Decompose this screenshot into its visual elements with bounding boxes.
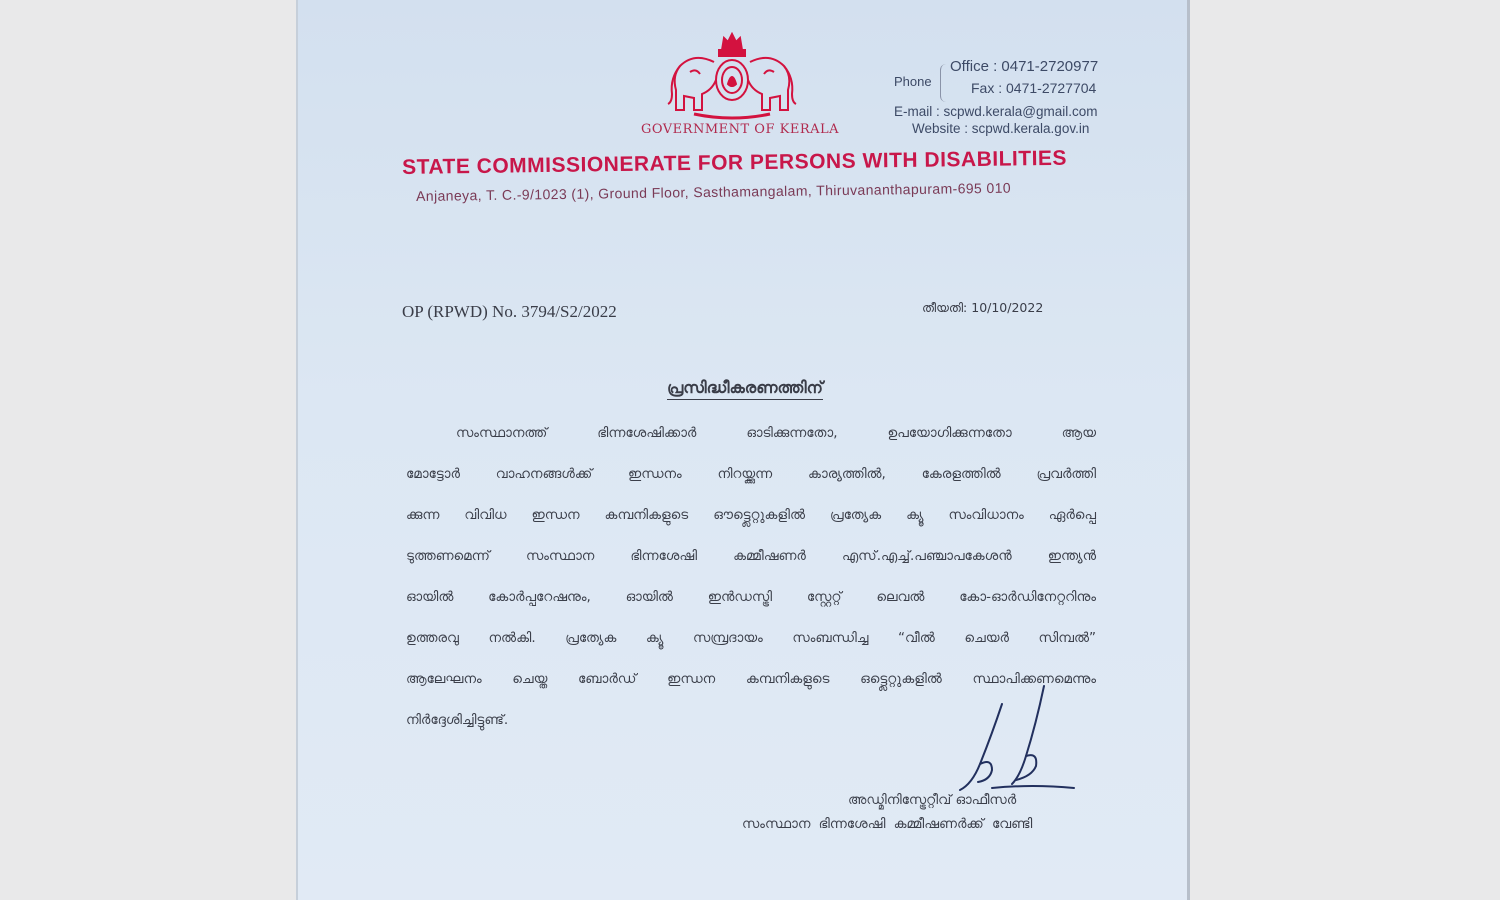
letter-sheet: [296, 0, 1190, 900]
contact-block: [894, 58, 1124, 144]
phone-label: Phone: [894, 74, 932, 89]
organization-title: STATE COMMISSIONERATE FOR PERSONS WITH DISABILITIES: [402, 146, 1068, 179]
brace-divider: [940, 64, 947, 102]
website-address: Website : scpwd.kerala.gov.in: [912, 121, 1090, 136]
body-line: സംസ്ഥാനത്ത് ഭിന്നശേഷിക്കാർ ഓടിക്കുന്നതോ, ഉപയോഗിക്കുന്നതോ ആയ: [456, 425, 1096, 441]
body-line: ആലേഘനം ചെയ്ത ബോർഡ് ഇന്ധന കമ്പനികളുടെ ഒട്ട്ലെറ്റുകളിൽ സ്ഥാപിക്കണമെന്നും: [406, 671, 1096, 687]
body-line: ക്കുന്ന വിവിധ ഇന്ധന കമ്പനികളുടെ ഔട്ട്ലെറ്റുകളിൽ പ്രത്യേക ക്യൂ സംവിധാനം ഏർപ്പെ: [406, 507, 1096, 523]
organization-address: Anjaneya, T. C.-9/1023 (1), Ground Floor, Sasthamangalam, Thiruvananthapuram-695 010: [416, 179, 1012, 204]
handwritten-signature: [952, 684, 1082, 798]
government-label: GOVERNMENT OF KERALA: [640, 122, 840, 137]
signatory-on-behalf: സംസ്ഥാന ഭിന്നശേഷി കമ്മീഷണർക്ക് വേണ്ടി: [742, 816, 1033, 832]
letter-date: തീയതി: 10/10/2022: [922, 300, 1044, 315]
signatory-designation: അഡ്മിനിസ്ട്രേറ്റീവ് ഓഫീസർ: [848, 792, 1017, 808]
body-line: ഓയിൽ കോർപ്പറേഷനും, ഓയിൽ ഇൻഡസ്ട്രി സ്റ്റേറ്റ് ലെവൽ കോ-ഓർഡിനേറ്ററിനും: [406, 589, 1096, 605]
kerala-emblem-icon: [664, 32, 800, 122]
email-address: E-mail : scpwd.kerala@gmail.com: [894, 104, 1098, 119]
heading-text: പ്രസിദ്ധീകരണത്തിന്: [667, 378, 823, 400]
office-phone: Office : 0471-2720977: [950, 58, 1099, 75]
body-line: മോട്ടോർ വാഹനങ്ങൾക്ക് ഇന്ധനം നിറയ്ക്കുന്ന കാര്യത്തിൽ, കേരളത്തിൽ പ്രവർത്തി: [406, 466, 1096, 482]
fax-number: Fax : 0471-2727704: [971, 80, 1097, 96]
letter-heading: [298, 378, 1192, 398]
body-line: ഉത്തരവു നൽകി. പ്രത്യേക ക്യൂ സമ്പ്രദായം സംബന്ധിച്ച “വീൽ ചെയർ സിമ്പൽ”: [406, 630, 1096, 646]
body-line: നിർദ്ദേശിച്ചിട്ടുണ്ട്.: [406, 712, 509, 728]
body-line: ടുത്തണമെന്ന് സംസ്ഥാന ഭിന്നശേഷി കമ്മീഷണർ എസ്.എച്ച്.പഞ്ചാപകേശൻ ഇന്ത്യൻ: [406, 548, 1096, 564]
reference-number: OP (RPWD) No. 3794/S2/2022: [402, 302, 617, 321]
